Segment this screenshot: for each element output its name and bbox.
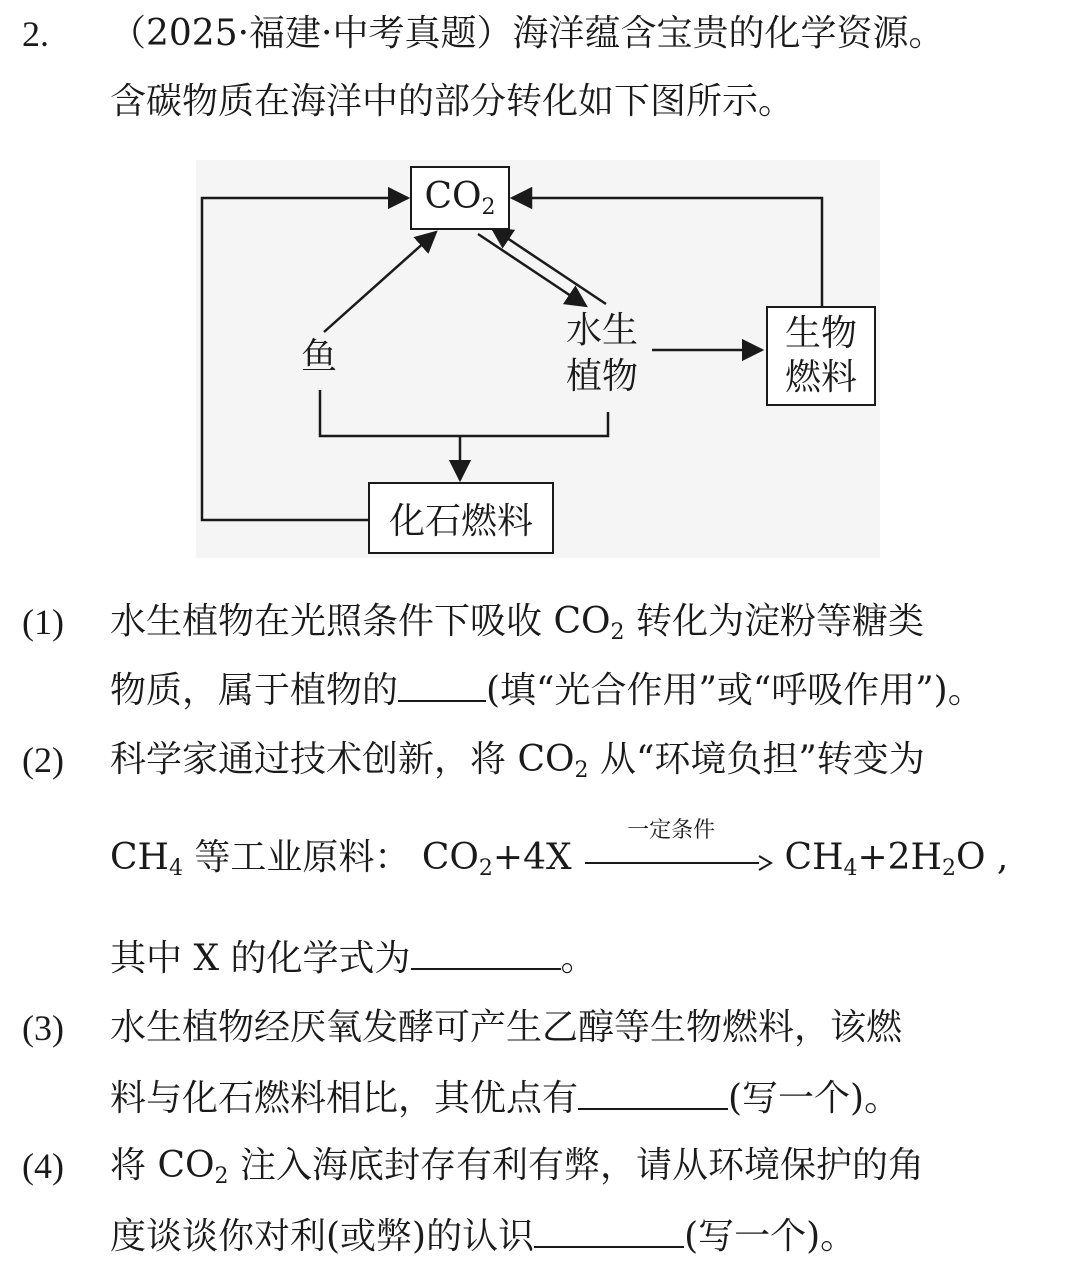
part3-line1: 水生植物经厌氧发酵可产生乙醇等生物燃料，该燃 <box>110 1007 903 1048</box>
biofuel-line2: 燃料 <box>784 357 857 398</box>
reaction-arrow <box>583 818 773 875</box>
co2-label: $CO_2$ <box>424 176 496 220</box>
reaction-condition: 一定条件 <box>627 818 716 843</box>
part3-line2: 料与化石燃料相比，其优点有 (写一个)。 <box>110 1074 900 1121</box>
part1-label: (1) <box>22 602 64 642</box>
part4-line2: 度谈谈你对利(或弊)的认识 (写一个)。 <box>110 1212 856 1259</box>
aquatic-plant-line1: 水生 <box>565 310 638 351</box>
question-stem-line2: 含碳物质在海洋中的部分转化如下图所示。 <box>110 81 795 122</box>
part2-answer-blank[interactable] <box>411 934 561 970</box>
question-stem-text: 海洋蕴含宝贵的化学资源。 <box>512 13 945 54</box>
question-number: 2. <box>22 14 49 54</box>
part1-line2: 物质，属于植物的 (填“光合作用”或“呼吸作用”)。 <box>110 666 984 713</box>
aquatic-plant-label <box>554 308 650 400</box>
fossil-fuel-box: 化石燃料 <box>368 482 554 554</box>
part1-answer-blank[interactable] <box>398 666 486 702</box>
question-stem-line1 <box>110 12 945 56</box>
arrow-plant-to-co2 <box>492 228 606 304</box>
fish-label: 鱼 <box>300 336 337 377</box>
biofuel-line1: 生物 <box>784 313 857 354</box>
part2-line1: 科学家通过技术创新，将 $CO_2$ 从“环境负担”转变为 <box>110 739 925 783</box>
part4-label: (4) <box>22 1146 64 1186</box>
arrow-fish-to-co2 <box>324 232 436 332</box>
carbon-cycle-diagram <box>196 160 880 558</box>
part3-label: (3) <box>22 1008 64 1048</box>
aquatic-plant-line2: 植物 <box>565 356 638 397</box>
chemical-equation: $CO_2+4X$ 一定条件 $CH_4+2H_2O$ , <box>421 818 1009 881</box>
reaction-arrow-line <box>583 845 773 875</box>
co2-box <box>410 166 510 230</box>
question-source: （2025·福建·中考真题） <box>110 13 513 54</box>
part1-line1: 水生植物在光照条件下吸收 $CO_2$ 转化为淀粉等糖类 <box>110 601 924 645</box>
part2-line3: 其中 X 的化学式为 。 <box>110 934 597 981</box>
part2-label: (2) <box>22 740 64 780</box>
part4-line1: 将 $CO_2$ 注入海底封存有利有弊，请从环境保护的角 <box>110 1145 924 1189</box>
biofuel-box <box>766 306 876 406</box>
part4-answer-blank[interactable] <box>534 1212 684 1248</box>
arrow-co2-to-plant <box>478 234 586 306</box>
part2-equation-line: $CH_4$ 等工业原料： $CO_2+4X$ 一定条件 $CH_4+2H_2O$ , <box>110 818 1009 881</box>
part3-answer-blank[interactable] <box>578 1074 728 1110</box>
arrow-biofuel-to-co2 <box>512 198 822 306</box>
